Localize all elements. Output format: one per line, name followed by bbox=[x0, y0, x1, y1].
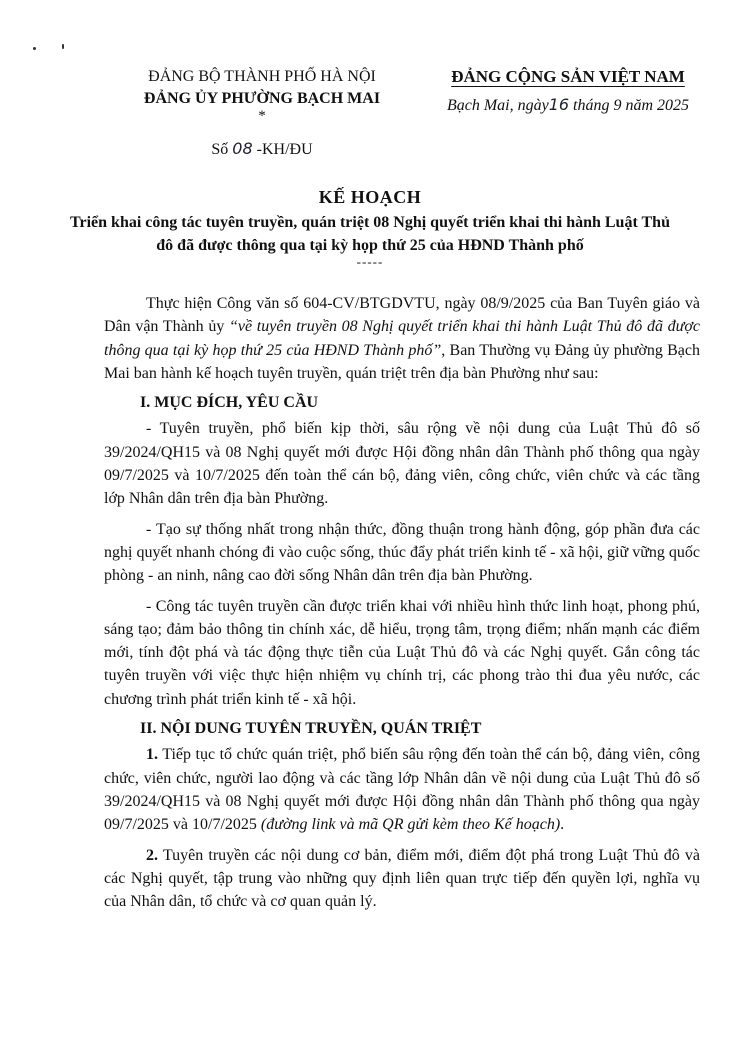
intro-paragraph bbox=[104, 292, 700, 385]
document-title: KẾ HOẠCH bbox=[318, 187, 422, 207]
doc-number-handwritten: 08 bbox=[232, 139, 253, 158]
place-date-suffix: tháng 9 năm 2025 bbox=[573, 97, 690, 114]
party-header bbox=[418, 66, 718, 117]
org-name: ĐẢNG ỦY PHƯỜNG BẠCH MAI bbox=[143, 90, 381, 107]
item-1-number: 1. bbox=[146, 746, 158, 764]
org-parent: ĐẢNG BỘ THÀNH PHỐ HÀ NỘI bbox=[148, 68, 376, 85]
item-2-number: 2. bbox=[146, 846, 158, 864]
intro-part1: Thực hiện Công văn số 604-CV/BTGDVTU, ngày 08/9/2025 của Ban Tuyên giáo và Dân vận Thành ủy bbox=[104, 295, 700, 336]
document-number bbox=[112, 139, 412, 159]
scan-speck bbox=[62, 44, 64, 49]
place-date bbox=[418, 94, 718, 117]
item-1-text: Tiếp tục tổ chức quán triệt, phổ biến sâu rộng đến toàn thể cán bộ, đảng viên, công chức, viên chức, người lao động và các tầng lớp Nhân dân về nội dung của Luật Thủ đô số 39/2024/QH15 và 08 Nghị quyết mới được Hội đồng nhân dân Thành phố thông qua ngày 09/7/2025 và 10/7/2025 bbox=[104, 746, 700, 834]
doc-number-suffix: -KH/ĐU bbox=[256, 141, 313, 158]
issuing-organization bbox=[112, 66, 412, 122]
section-2-item-1 bbox=[104, 743, 700, 836]
party-name: ĐẢNG CỘNG SẢN VIỆT NAM bbox=[451, 67, 685, 86]
place-date-prefix: Bạch Mai, ngày bbox=[446, 97, 549, 114]
section-1-paragraph: - Tuyên truyền, phổ biến kịp thời, sâu rộng về nội dung của Luật Thủ đô số 39/2024/QH15 và 08 Nghị quyết mới được Hội đồng nhân dân Thành phố thông qua ngày 09/7/2025 và 10/7/2025 đến toàn thể cán bộ, đảng viên, công chức, viên chức và các tầng lớp Nhân dân trên địa bàn Phường. bbox=[104, 420, 700, 508]
section-1-heading: I. MỤC ĐÍCH, YÊU CẦU bbox=[140, 394, 319, 412]
title-divider: ----- bbox=[356, 254, 384, 269]
section-1-paragraph: - Tạo sự thống nhất trong nhận thức, đồng thuận trong hành động, góp phần đưa các nghị quyết nhanh chóng đi vào cuộc sống, thúc đẩy phát triển kinh tế - xã hội, giữ vững quốc phòng - an ninh, nâng cao đời sống Nhân dân trên địa bàn Phường. bbox=[104, 520, 700, 585]
item-1-end: . bbox=[560, 816, 565, 834]
scan-speck bbox=[33, 47, 36, 50]
intro-quote: “về tuyên truyền 08 Nghị quyết triển khai thi hành Luật Thủ đô đã được thông qua tại kỳ họp thứ 25 của HĐND Thành phố” bbox=[104, 318, 701, 359]
section-2-item-2 bbox=[104, 844, 700, 914]
date-day-handwritten: 16 bbox=[548, 95, 570, 114]
item-2-text: Tuyên truyền các nội dung cơ bản, điểm mới, điểm đột phá trong Luật Thủ đô và các Nghị quyết, tập trung vào những quy định liên quan trực tiếp đến quyền lợi, nghĩa vụ của Nhân dân, tổ chức và cơ quan quản lý. bbox=[104, 846, 700, 911]
document-body bbox=[104, 292, 700, 913]
star-mark: * bbox=[258, 108, 266, 124]
section-2-heading: II. NỘI DUNG TUYÊN TRUYỀN, QUÁN TRIỆT bbox=[140, 720, 482, 738]
intro-part2: , Ban Thường vụ Đảng ủy phường Bạch Mai ban hành kế hoạch tuyên truyền, quán triệt trên địa bàn Phường như sau: bbox=[104, 341, 700, 382]
section-1-paragraph: - Công tác tuyên truyền cần được triển khai với nhiều hình thức linh hoạt, phong phú, sáng tạo; đảm bảo thông tin chính xác, dễ hiểu, trọng tâm, trọng điểm; nhấn mạnh các điểm mới, tính đột phá và tác động thực tiễn của Luật Thủ đô và các Nghị quyết. Gắn công tác tuyên truyền với việc thực hiện nhiệm vụ chính trị, các phong trào thi đua yêu nước, các chương trình phát triển kinh tế - xã hội. bbox=[104, 597, 700, 708]
document-subtitle: Triển khai công tác tuyên truyền, quán triệt 08 Nghị quyết triển khai thi hành Luật Thủ đô đã được thông qua tại kỳ họp thứ 25 của HĐND Thành phố bbox=[70, 214, 670, 254]
doc-number-prefix: Số bbox=[211, 141, 229, 158]
item-1-note: (đường link và mã QR gửi kèm theo Kế hoạch) bbox=[260, 816, 561, 834]
